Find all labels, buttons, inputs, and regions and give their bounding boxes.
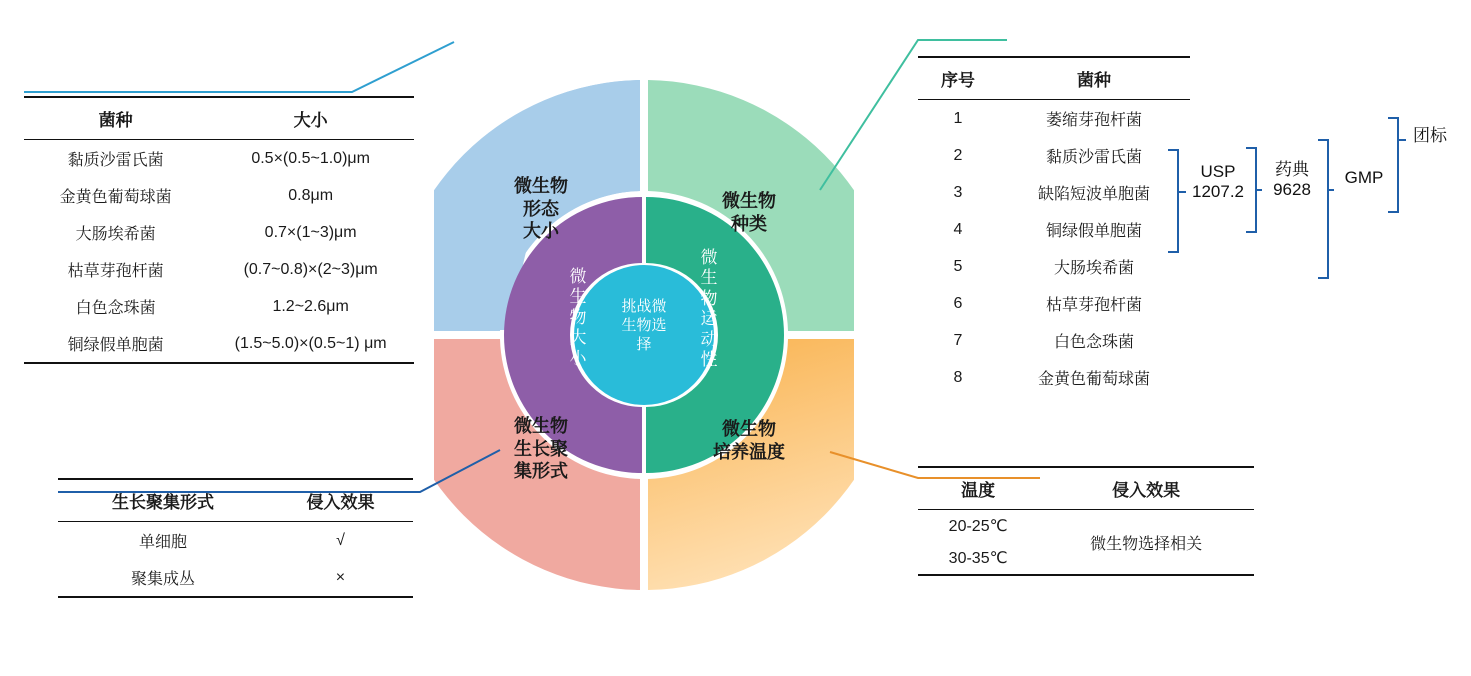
table-row [918,248,1190,285]
inner-label-size: 微 生 物 大 小 [569,267,587,368]
table-row [918,359,1190,396]
size-cell-size: (1.5~5.0)×(0.5~1) μm [234,334,387,352]
table-row [918,211,1190,248]
size-cell-species: 白色念珠菌 [75,300,156,317]
temp-header-temperature: 温度 [918,467,1038,510]
species-cell-index: 1 [953,109,963,127]
temperature-table-grid [918,466,1254,576]
table-row [918,100,1190,138]
table-row [24,288,414,325]
species-cell-name: 萎缩芽孢杆菌 [1045,112,1142,129]
species-header-index: 序号 [918,57,998,100]
wedge-label-growth: 微生物 生长聚 集形式 [514,416,568,481]
size-cell-size: 0.8μm [288,186,334,204]
species-cell-name: 金黄色葡萄球菌 [1037,371,1150,388]
table-row [24,177,414,214]
size-cell-size: (0.7~0.8)×(2~3)μm [243,260,378,278]
temp-cell-temperature: 30-35℃ [948,550,1008,567]
connector-size-table [24,42,454,92]
wedge-label-species: 微生物 种类 [722,191,776,234]
species-cell-name: 黏质沙雷氏菌 [1045,149,1142,166]
donut-chart [434,70,854,600]
table-header-row [24,97,414,140]
species-cell-name: 铜绿假单胞菌 [1045,223,1142,240]
size-cell-species: 黏质沙雷氏菌 [67,152,164,169]
table-row [918,174,1190,211]
species-cell-index: 7 [953,331,963,349]
species-cell-index: 6 [953,294,963,312]
table-header-row [918,467,1254,510]
species-table [918,56,1190,396]
bracket-label-gmp: GMP [1344,168,1384,187]
bracket-label-usp: USP 1207.2 [1192,162,1244,202]
growth-table [58,478,413,598]
species-cell-index: 4 [953,220,963,238]
species-cell-index: 5 [953,257,963,275]
table-row [24,140,414,178]
species-cell-index: 3 [953,183,963,201]
size-cell-size: 0.7×(1~3)μm [264,223,357,241]
table-row [24,325,414,363]
table-row [58,522,413,560]
size-cell-size: 1.2~2.6μm [272,297,349,315]
growth-cell-form: 单细胞 [138,534,187,551]
wedge-label-temperature: 微生物 培养温度 [713,419,785,462]
inner-label-motility: 微 生 物 运 动 性 [700,248,718,369]
species-cell-index: 2 [953,146,963,164]
species-cell-name: 白色念珠菌 [1053,334,1134,351]
table-row [918,137,1190,174]
size-cell-species: 金黄色葡萄球菌 [59,189,172,206]
growth-cell-effect: × [335,568,346,586]
bracket-group-standard [1388,118,1406,212]
size-table [24,96,414,364]
species-table-grid [918,56,1190,396]
size-cell-species: 枯草芽孢杆菌 [67,263,164,280]
table-row [58,559,413,597]
table-row [918,510,1254,543]
temp-header-effect: 侵入效果 [1038,467,1254,510]
temperature-table [918,466,1254,576]
table-row [918,322,1190,359]
size-header-species: 菌种 [24,97,207,140]
growth-cell-form: 聚集成丛 [130,571,195,588]
table-row [24,214,414,251]
species-header-name: 菌种 [998,57,1190,100]
wedge-label-morphology: 微生物 形态 大小 [514,176,568,241]
size-cell-species: 大肠埃希菌 [75,226,156,243]
bracket-label-pharmacopoeia: 药典 9628 [1273,160,1311,200]
size-cell-species: 铜绿假单胞菌 [67,337,164,354]
size-table-grid [24,96,414,364]
table-row [24,251,414,288]
growth-header-form: 生长聚集形式 [58,479,268,522]
table-row [918,285,1190,322]
species-cell-name: 缺陷短波单胞菌 [1037,186,1150,203]
species-cell-name: 枯草芽孢杆菌 [1045,297,1142,314]
species-cell-index: 8 [953,368,963,386]
growth-table-grid [58,478,413,598]
core-label: 挑战微 生物选 择 [621,298,667,353]
species-cell-name: 大肠埃希菌 [1053,260,1134,277]
temp-cell-temperature: 20-25℃ [948,518,1008,535]
temp-cell-effect: 微生物选择相关 [1090,535,1203,553]
size-header-size: 大小 [207,97,414,140]
growth-header-effect: 侵入效果 [268,479,413,522]
table-header-row [58,479,413,522]
table-header-row [918,57,1190,100]
growth-cell-effect: √ [336,531,345,549]
bracket-label-group-standard: 团标 [1413,126,1447,145]
size-cell-size: 0.5×(0.5~1.0)μm [251,149,370,167]
